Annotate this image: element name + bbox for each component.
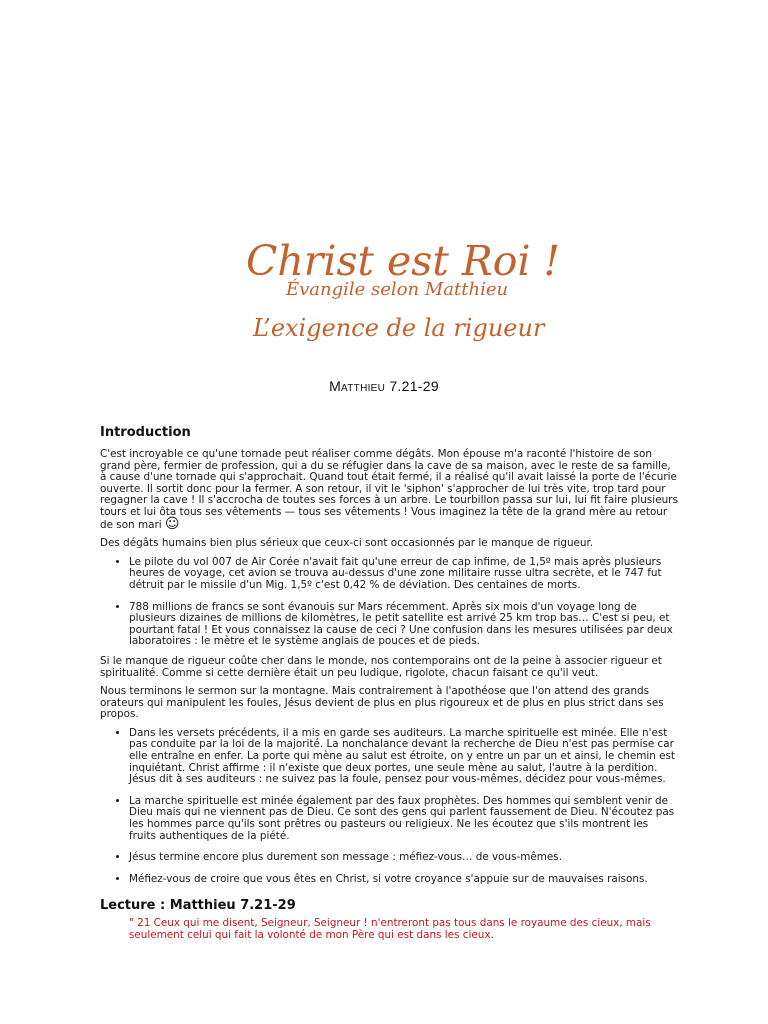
list-item: • La marche spirituelle est minée également par des faux prophètes. Des hommes qui semblent venir de Dieu mais qui ne viennent pas de Dieu. Ce sont des gens qui parlent faussement de Dieu. N'écoutez pas les hommes parce qu'ils sont prêtres ou pasteurs ou religieux. Ne les écoutez que s'ils montrent les fruits authentiques de la piété. bbox=[129, 796, 678, 842]
intro-paragraph-1 bbox=[100, 449, 678, 531]
list-item: • Méfiez-vous de croire que vous êtes en Christ, si votre croyance s'appuie sur de mauvaises raisons. bbox=[129, 874, 678, 886]
scripture-reference: Matthieu 7.21-29 bbox=[329, 378, 439, 394]
context-list bbox=[100, 728, 678, 886]
list-item: • Dans les versets précédents, il a mis en garde ses auditeurs. La marche spirituelle est minée. Elle n'est pas conduite par la loi de la majorité. La nonchalance devant la recherche de Dieu n'est pas permise car elle entraîne en enfer. La porte qui mène au salut est étroite, on y entre un par un et ainsi, le chemin est inquiétant. Christ affirme : il n'existe que deux portes, une seule mène au salut, l'autre à la perdition. Jésus dit à ses auditeurs : ne suivez pas la foule, pensez pour vous-mêmes, décidez pour vous-mêmes. bbox=[129, 728, 678, 786]
list-item: • Jésus termine encore plus durement son message : méfiez-vous… de vous-mêmes. bbox=[129, 852, 678, 864]
main-content bbox=[100, 424, 678, 949]
scripture-quote: " 21 Ceux qui me disent, Seigneur, Seigneur ! n'entreront pas tous dans le royaume des cieux, mais seulement celui qui fait la volonté de mon Père qui est dans les cieux. bbox=[129, 917, 651, 941]
reading-heading: Lecture : Matthieu 7.21-29 bbox=[100, 898, 296, 914]
list-item: • Le pilote du vol 007 de Air Corée n'avait fait qu'une erreur de cap infime, de 1,5º mais après plusieurs heures de voyage, cet avion se trouva au-dessus d'une zone militaire russe ultra secrète, et le 747 fut détruit par le missile d'un Mig. 1,5º c'est 0,42 % de déviation. Des centaines de morts. bbox=[129, 557, 678, 592]
title-subtitle: Évangile selon Matthieu bbox=[286, 279, 509, 300]
title-main: Christ est Roi ! bbox=[246, 237, 561, 285]
examples-list bbox=[100, 557, 678, 648]
smiley-icon: ☺ bbox=[164, 515, 180, 532]
intro-paragraph-4: Nous terminons le sermon sur la montagne. Mais contrairement à l'apothéose que l'on attend des grands orateurs qui manipulent les foules, Jésus devient de plus en plus rigoureux et de plus en plus strict dans ses propos. bbox=[100, 685, 664, 721]
intro-paragraph-1-text: C'est incroyable ce qu'une tornade peut réaliser comme dégâts. Mon épouse m'a raconté l'histoire de son grand père, fermier de profession, qui a du se réfugier dans la cave de sa maison, avec le reste de sa famille, à cause d'une tornade qui s'approchait. Quand tout était fermé, il a réalisé qu'il avait laissé la porte de l'écurie ouverte. Il sortit donc pour la fermer. A son retour, il vit le 'siphon' s'approcher de lui très vite, trop tard pour regagner la cave ! Il s'accrocha de toutes ses forces à un arbre. Le tourbillon passa sur lui, lui fit faire plusieurs tours et lui ôta tous ses vêtements — tous ses vêtements ! Vous imaginez la tête de la grand mère au retour de son mari bbox=[100, 448, 678, 531]
intro-paragraph-2: Des dégâts humains bien plus sérieux que ceux-ci sont occasionnés par le manque de rigueur. bbox=[100, 537, 594, 550]
intro-paragraph-3: Si le manque de rigueur coûte cher dans le monde, nos contemporains ont de la peine à associer rigueur et spiritualité. Comme si cette dernière était un peu ludique, rigolote, chacun faisant ce qu'il veut. bbox=[100, 654, 662, 679]
sermon-title: L’exigence de la rigueur bbox=[253, 314, 545, 342]
list-item: • 788 millions de francs se sont évanouis sur Mars récemment. Après six mois d'un voyage long de plusieurs dizaines de millions de kilomètres, le petit satellite est arrivé 25 km trop bas… C'est si peu, et pourtant fatal ! Et vous connaissez la cause de ceci ? Une confusion dans les mesures utilisées par deux laboratoires : le mètre et le système anglais de pouces et de pieds. bbox=[129, 602, 678, 648]
introduction-heading: Introduction bbox=[100, 425, 191, 440]
